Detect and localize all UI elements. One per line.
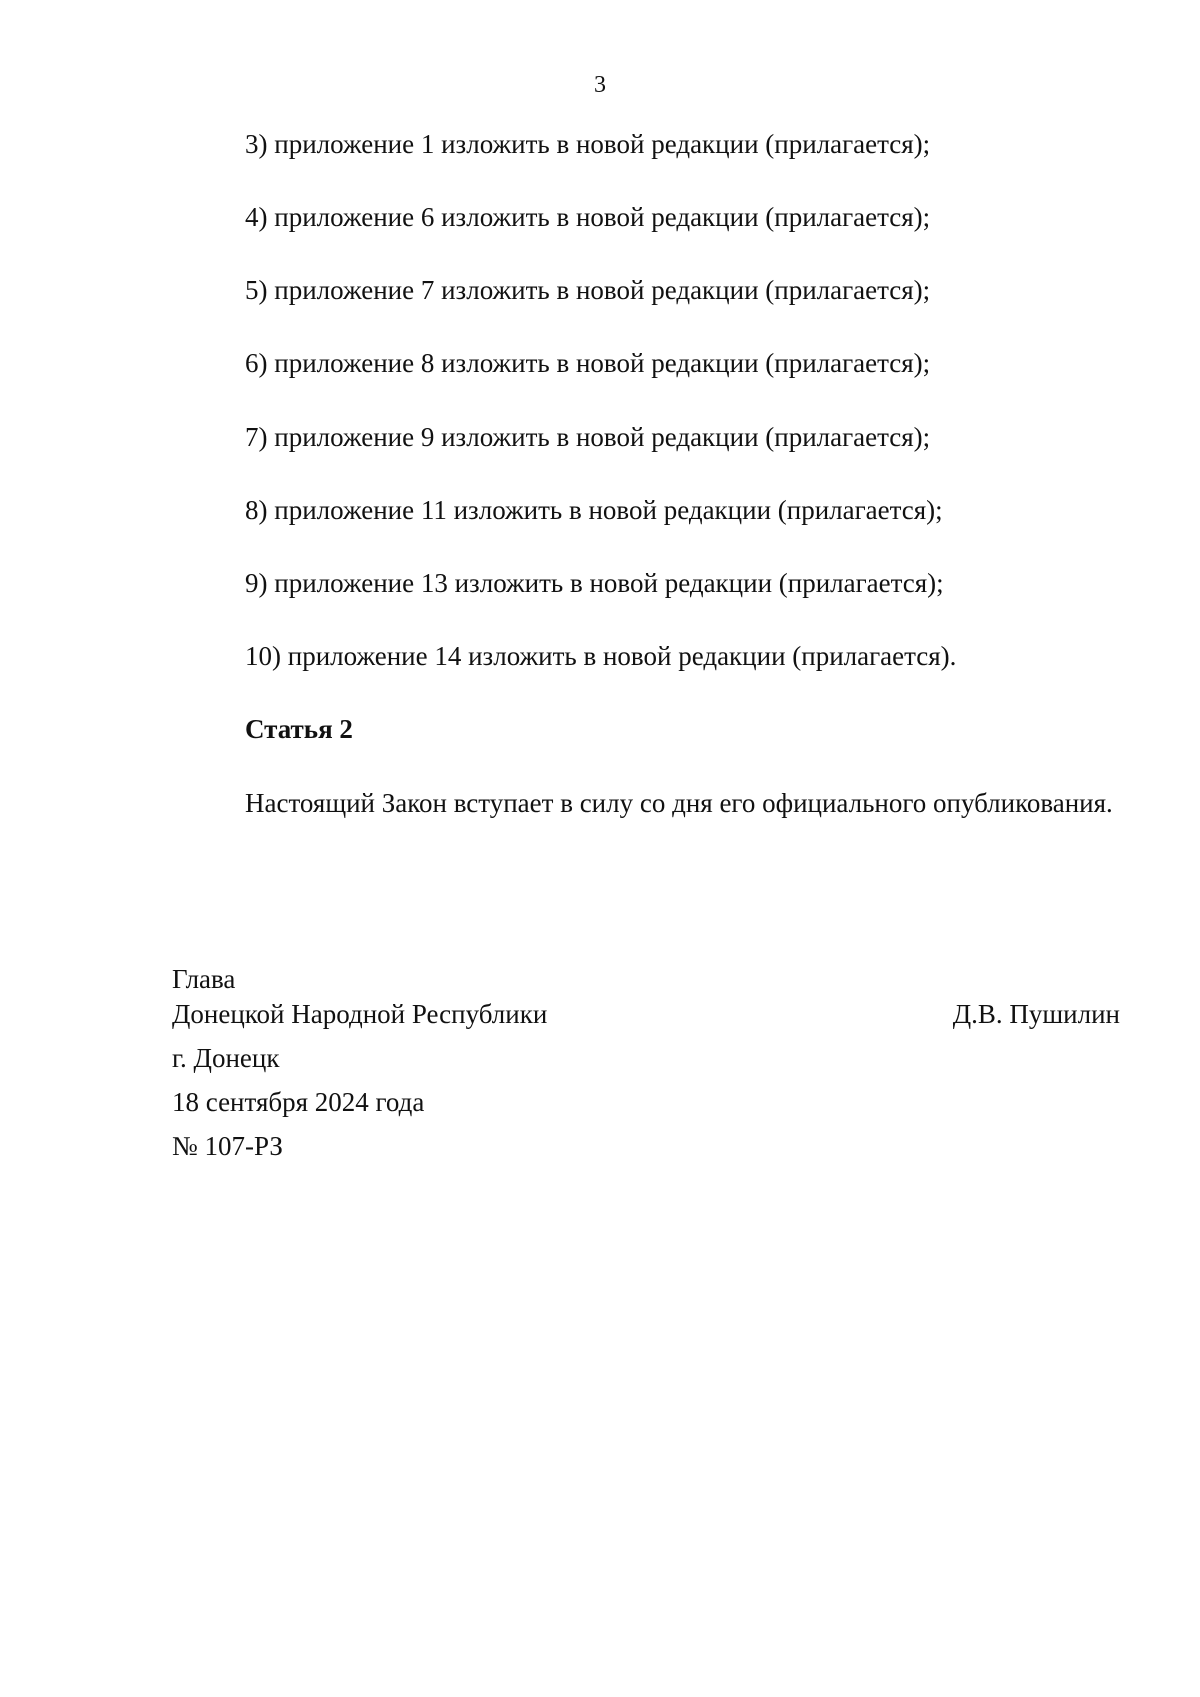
article-heading: Статья 2 bbox=[245, 714, 353, 744]
signatory-title-line1: Глава bbox=[172, 964, 236, 994]
article-text: Настоящий Закон вступает в силу со дня его официального опубликования. bbox=[245, 788, 1113, 818]
amendment-item: 10) приложение 14 изложить в новой редакции (прилагается). bbox=[245, 641, 957, 671]
signatory-title-line2: Донецкой Народной Республики bbox=[172, 999, 548, 1029]
amendment-item: 4) приложение 6 изложить в новой редакции (прилагается); bbox=[245, 202, 931, 232]
amendment-item: 8) приложение 11 изложить в новой редакции (прилагается); bbox=[245, 495, 943, 525]
signing-date: 18 сентября 2024 года bbox=[172, 1087, 425, 1117]
amendment-item: 6) приложение 8 изложить в новой редакции (прилагается); bbox=[245, 348, 931, 378]
amendment-item: 5) приложение 7 изложить в новой редакции (прилагается); bbox=[245, 275, 931, 305]
signatory-name: Д.В. Пушилин bbox=[952, 999, 1120, 1029]
law-number: № 107-РЗ bbox=[172, 1131, 283, 1161]
signing-place: г. Донецк bbox=[172, 1043, 280, 1073]
page-number: 3 bbox=[594, 72, 606, 98]
amendment-item: 7) приложение 9 изложить в новой редакции (прилагается); bbox=[245, 422, 931, 452]
amendment-item: 3) приложение 1 изложить в новой редакции (прилагается); bbox=[245, 129, 931, 159]
amendment-item: 9) приложение 13 изложить в новой редакции (прилагается); bbox=[245, 568, 944, 598]
